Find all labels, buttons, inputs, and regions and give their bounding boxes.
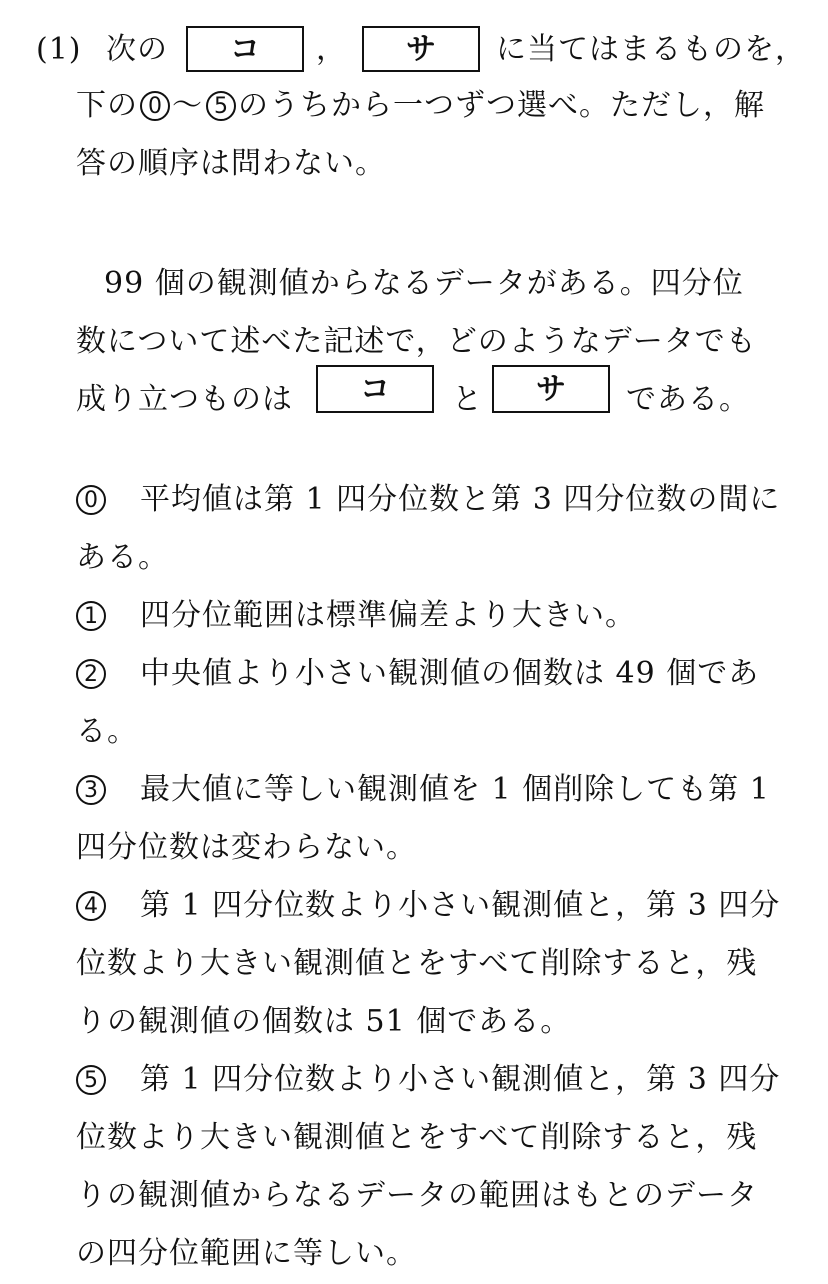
circled-0-ref: 0 <box>140 91 170 121</box>
passage-box-ko[interactable]: コ <box>316 365 434 413</box>
choice-4-line3: りの観測値の個数は 51 個である。 <box>76 1004 572 1039</box>
question-line2-tilde: 〜 <box>172 88 203 123</box>
passage-line3-b: と <box>452 382 483 417</box>
choice-3-line1: 最大値に等しい観測値を 1 個削除しても第 1 <box>140 772 770 807</box>
choice-4-number: 4 <box>76 891 106 921</box>
question-intro: 次の <box>106 32 168 67</box>
passage-box-sa[interactable]: サ <box>492 365 610 413</box>
choice-2-line1: 中央値より小さい観測値の個数は 49 個であ <box>140 656 760 691</box>
answer-box-ko[interactable]: コ <box>186 26 304 72</box>
choice-3-number: 3 <box>76 775 106 805</box>
choice-2-number: 2 <box>76 659 106 689</box>
choice-0-line1: 平均値は第 1 四分位数と第 3 四分位数の間に <box>140 482 781 517</box>
choice-5-line3: りの観測値からなるデータの範囲はもとのデータ <box>76 1178 758 1213</box>
question-intro-b: に当てはまるものを， <box>496 32 806 67</box>
choice-5-number: 5 <box>76 1065 106 1095</box>
choice-1-line1: 四分位範囲は標準偏差より大きい。 <box>140 598 636 633</box>
choice-4-line1: 第 1 四分位数より小さい観測値と，第 3 四分 <box>140 888 781 923</box>
question-line2-c: のうちから一つずつ選べ。ただし，解 <box>238 88 765 123</box>
answer-box-sa[interactable]: サ <box>362 26 480 72</box>
choice-2-line2: る。 <box>76 714 138 749</box>
choice-5-line4: の四分位範囲に等しい。 <box>76 1236 417 1271</box>
choice-1-number: 1 <box>76 601 106 631</box>
passage-line2: 数について述べた記述で，どのようなデータでも <box>76 324 757 359</box>
circled-5-ref: 5 <box>206 91 236 121</box>
question-comma: ， <box>316 32 347 67</box>
passage-line1: 99 個の観測値からなるデータがある。四分位 <box>104 266 744 301</box>
choice-0-number: 0 <box>76 485 106 515</box>
choice-5-line1: 第 1 四分位数より小さい観測値と，第 3 四分 <box>140 1062 781 1097</box>
passage-line3-a: 成り立つものは <box>76 382 293 417</box>
passage-line3-c: である。 <box>626 382 750 417</box>
choice-5-line2: 位数より大きい観測値とをすべて削除すると，残 <box>76 1120 758 1155</box>
choice-3-line2: 四分位数は変わらない。 <box>76 830 417 865</box>
question-number: (1) <box>36 32 82 67</box>
question-line2-a: 下の <box>76 88 138 123</box>
choice-0-line2: ある。 <box>76 540 169 575</box>
choice-4-line2: 位数より大きい観測値とをすべて削除すると，残 <box>76 946 758 981</box>
question-line3: 答の順序は問わない。 <box>76 146 386 181</box>
